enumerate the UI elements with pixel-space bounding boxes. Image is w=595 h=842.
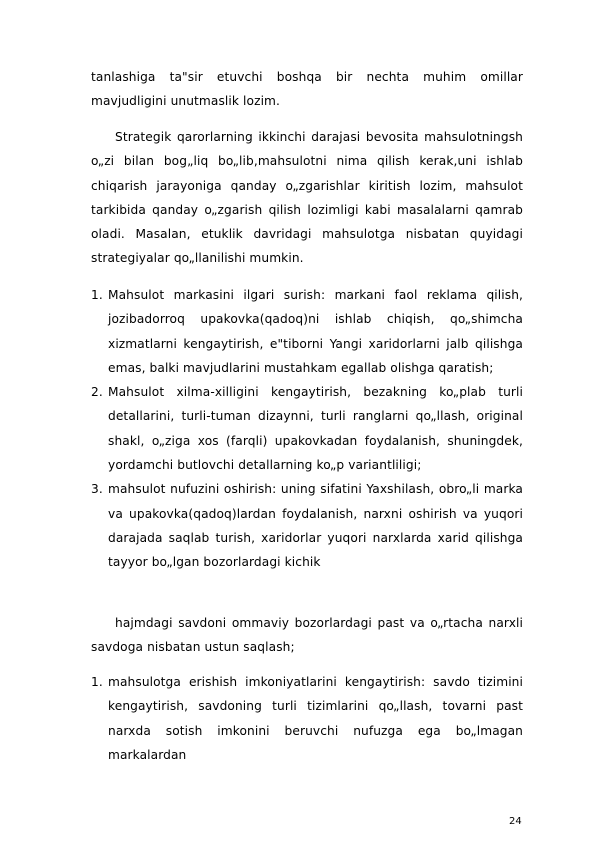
list-item bbox=[91, 380, 523, 477]
list-item-text: Mahsulot markasini ilgari surish: markani faol reklama qilish, jozibadorroq upakovka(qadoq)ni ishlab chiqish, qo„shimcha xizmatlarni kengaytirish, e"tiborni Yangi xaridorlarni jalb qilishga emas, balki mavjudlarini mustahkam egallab olishga qaratish; bbox=[108, 288, 523, 375]
access-list bbox=[91, 670, 523, 767]
list-item-number: 2. bbox=[91, 385, 103, 400]
list-item-number: 1. bbox=[91, 675, 103, 689]
list-item-text: mahsulotga erishish imkoniyatlarini kengaytirish: savdo tizimini kengaytirish, savdoning turli tizimlarini qo„llash, tovarni past narxda sotish imkonini beruvchi nufuzga ega bo„lmagan markalardan bbox=[108, 675, 523, 762]
paragraph-volume: hajmdagi savdoni ommaviy bozorlardagi past va o„rtacha narxli savdoga nisbatan ustun saqlash; bbox=[91, 616, 523, 655]
list-item bbox=[91, 283, 523, 380]
page-number: 24 bbox=[509, 816, 522, 827]
list-item bbox=[91, 477, 523, 574]
strategy-list bbox=[91, 283, 523, 575]
paragraph-continuation: tanlashiga ta"sir etuvchi boshqa bir nechta muhim omillar mavjudligini unutmaslik lozim. bbox=[91, 70, 523, 109]
list-item-number: 3. bbox=[91, 482, 103, 497]
list-item-text: Mahsulot xilma-xilligini kengaytirish, bezakning ko„plab turli detallarini, turli-tuman dizaynni, turli ranglarni qo„llash, original shakl, o„ziga xos (farqli) upakovkadan foydalanish, shuningdek, yordamchi butlovchi detallarning ko„p variantliligi; bbox=[108, 385, 523, 473]
list-item-number: 1. bbox=[91, 288, 103, 302]
list-item bbox=[91, 670, 523, 767]
paragraph-strategy: Strategik qarorlarning ikkinchi darajasi bevosita mahsulotningsh o„zi bilan bog„liq bo„lib,mahsulotni nima qilish kerak,uni ishlab chiqarish jarayoniga qanday o„zgarishlar kiritish lozim, mahsulot tarkibida qanday o„zgarish qilish lozimligi kabi masalalarni qamrab oladi. Masalan, etuklik davridagi mahsulotga nisbatan quyidagi strategiyalar qo„llanilishi mumkin. bbox=[91, 130, 523, 266]
list-item-text: mahsulot nufuzini oshirish: uning sifatini Yaxshilash, obro„li marka va upakovka(qadoq)lardan foydalanish, narxni oshirish va yuqori darajada saqlab turish, xaridorlar yuqori narxlarda xarid qilishga tayyor bo„lgan bozorlardagi kichik bbox=[108, 482, 523, 570]
